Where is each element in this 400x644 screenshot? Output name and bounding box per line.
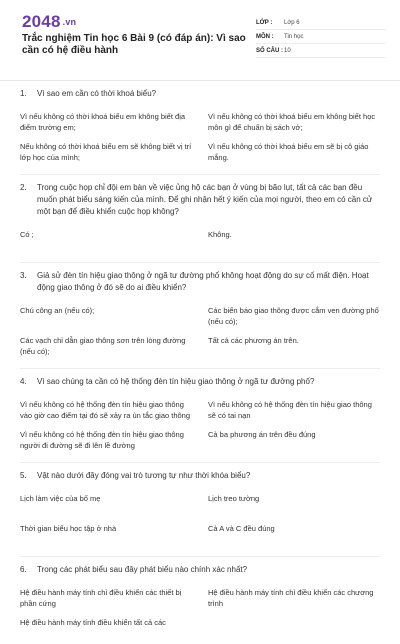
question-prompt: Giả sử đèn tín hiệu giao thông ở ngã tư đường phố không hoạt động do sự cố mất điện. Hoạt động giao thông ở đó sẽ do ai điều khiển? bbox=[37, 271, 369, 292]
page-title: Trắc nghiệm Tin học 6 Bài 9 (có đáp án): Vì sao cần có hệ điều hành bbox=[22, 33, 246, 56]
question-4 bbox=[20, 376, 380, 463]
question-text bbox=[20, 182, 380, 218]
question-text bbox=[20, 270, 380, 294]
answer-option[interactable]: Hệ điều hành máy tính điều khiển tất cả các bbox=[20, 618, 166, 627]
answer-option[interactable]: Lịch treo tường bbox=[208, 494, 260, 503]
question-5 bbox=[20, 470, 380, 557]
answer-options bbox=[20, 226, 380, 256]
answer-option[interactable]: Thời gian biểu học tập ở nhà bbox=[20, 524, 117, 533]
meta-key: LỚP : bbox=[256, 19, 273, 26]
question-prompt: Vì sao chúng ta cần có hệ thống đèn tín hiệu giao thông ở ngã tư đường phố? bbox=[37, 377, 315, 386]
answer-option[interactable]: Vì nếu không có thời khoá biểu em sẽ bị cô giáo mắng. bbox=[208, 142, 369, 162]
meta-value: Tin học bbox=[284, 33, 304, 40]
answer-option[interactable]: Các biển báo giao thông được cắm ven đường phố (nếu có); bbox=[208, 306, 379, 326]
answer-option[interactable]: Tất cả các phương án trên. bbox=[208, 336, 299, 345]
question-text bbox=[20, 470, 380, 482]
question-2 bbox=[20, 182, 380, 263]
question-text bbox=[20, 376, 380, 388]
answer-options bbox=[20, 302, 380, 362]
answer-options bbox=[20, 490, 380, 550]
question-number: 2. bbox=[20, 183, 27, 192]
question-number: 6. bbox=[20, 565, 27, 574]
meta-value: Lớp 6 bbox=[284, 19, 300, 26]
question-text bbox=[20, 564, 380, 576]
logo-text: 2048 bbox=[22, 12, 61, 31]
answer-option[interactable]: Vì nếu không có thời khoá biểu em không biết học môn gì để chuẩn bị sách vở; bbox=[208, 112, 376, 132]
divider bbox=[20, 556, 380, 557]
question-1 bbox=[20, 88, 380, 175]
question-prompt: Vì sao em cần có thời khoá biểu? bbox=[37, 89, 157, 98]
meta-key: MÔN : bbox=[256, 33, 274, 40]
divider bbox=[20, 462, 380, 463]
question-3 bbox=[20, 270, 380, 369]
answer-option[interactable]: Vì nếu không có thời khoá biểu em không biết địa điểm trường em; bbox=[20, 112, 186, 132]
answer-option[interactable]: Hệ điều hành máy tính chỉ điều khiển các thiết bị phần cứng bbox=[20, 588, 182, 608]
meta-row-subject bbox=[256, 30, 386, 44]
answer-option[interactable]: Chú công an (nếu có); bbox=[20, 306, 95, 315]
answer-option[interactable]: Các vạch chỉ dẫn giao thông sơn trên lòng đường (nếu có); bbox=[20, 336, 186, 356]
answer-option[interactable]: Không. bbox=[208, 230, 232, 239]
answer-option[interactable]: Hệ điều hành máy tính chỉ điều khiển các chương trình bbox=[208, 588, 374, 608]
meta-value: 10 bbox=[284, 47, 291, 54]
logo-suffix: .vn bbox=[62, 17, 77, 27]
answer-option[interactable]: Cả A và C đều đúng bbox=[208, 524, 275, 533]
answer-options bbox=[20, 108, 380, 168]
divider bbox=[20, 174, 380, 175]
answer-options bbox=[20, 584, 380, 644]
divider bbox=[20, 368, 380, 369]
answer-option[interactable]: Vì nếu không có hệ thống đèn tín hiệu giao thông vào giờ cao điểm tại đó sẽ xảy ra ùn tắc giao thông bbox=[20, 400, 191, 420]
question-6 bbox=[20, 564, 380, 644]
quiz-meta bbox=[256, 16, 386, 58]
question-text bbox=[20, 88, 380, 100]
divider bbox=[20, 262, 380, 263]
answer-option[interactable]: Vì nếu không có hệ thống đèn tín hiệu giao thông người đi đường sẽ đi lên lề đường bbox=[20, 430, 184, 450]
question-number: 5. bbox=[20, 471, 27, 480]
answer-options bbox=[20, 396, 380, 456]
question-prompt: Trong cuộc họp chỉ đội em bàn về việc ủng hộ các bạn ở vùng bị bão lụt, tất cả các bạn đều muốn phát biểu sáng kiến của mình. Để ghi nhận hết ý kiến của mọi người, theo em có cần cử một bạn để điều khiển cuộc họp không? bbox=[37, 183, 373, 216]
answer-option[interactable]: Lịch làm việc của bố mẹ bbox=[20, 494, 101, 503]
question-number: 3. bbox=[20, 271, 27, 280]
meta-row-grade bbox=[256, 16, 386, 30]
site-logo[interactable] bbox=[22, 12, 76, 32]
meta-key: SỐ CÂU : bbox=[256, 47, 283, 54]
answer-option[interactable]: Vì nếu không có hệ thống đèn tín hiệu giao thông sẽ có tai nạn bbox=[208, 400, 372, 420]
question-prompt: Vật nào dưới đây đóng vai trò tương tự như thời khóa biểu? bbox=[37, 471, 251, 480]
answer-option[interactable]: Có ; bbox=[20, 230, 34, 239]
page-header bbox=[0, 0, 400, 81]
question-number: 4. bbox=[20, 377, 27, 386]
quiz-content bbox=[0, 88, 400, 644]
answer-option[interactable]: Cả ba phương án trên đều đúng bbox=[208, 430, 316, 439]
question-prompt: Trong các phát biểu sau đây phát biểu nào chính xác nhất? bbox=[37, 565, 248, 574]
meta-row-count bbox=[256, 44, 386, 58]
question-number: 1. bbox=[20, 89, 27, 98]
answer-option[interactable]: Nếu không có thời khoá biểu em sẽ không biết vị trí lớp học của mình; bbox=[20, 142, 192, 162]
